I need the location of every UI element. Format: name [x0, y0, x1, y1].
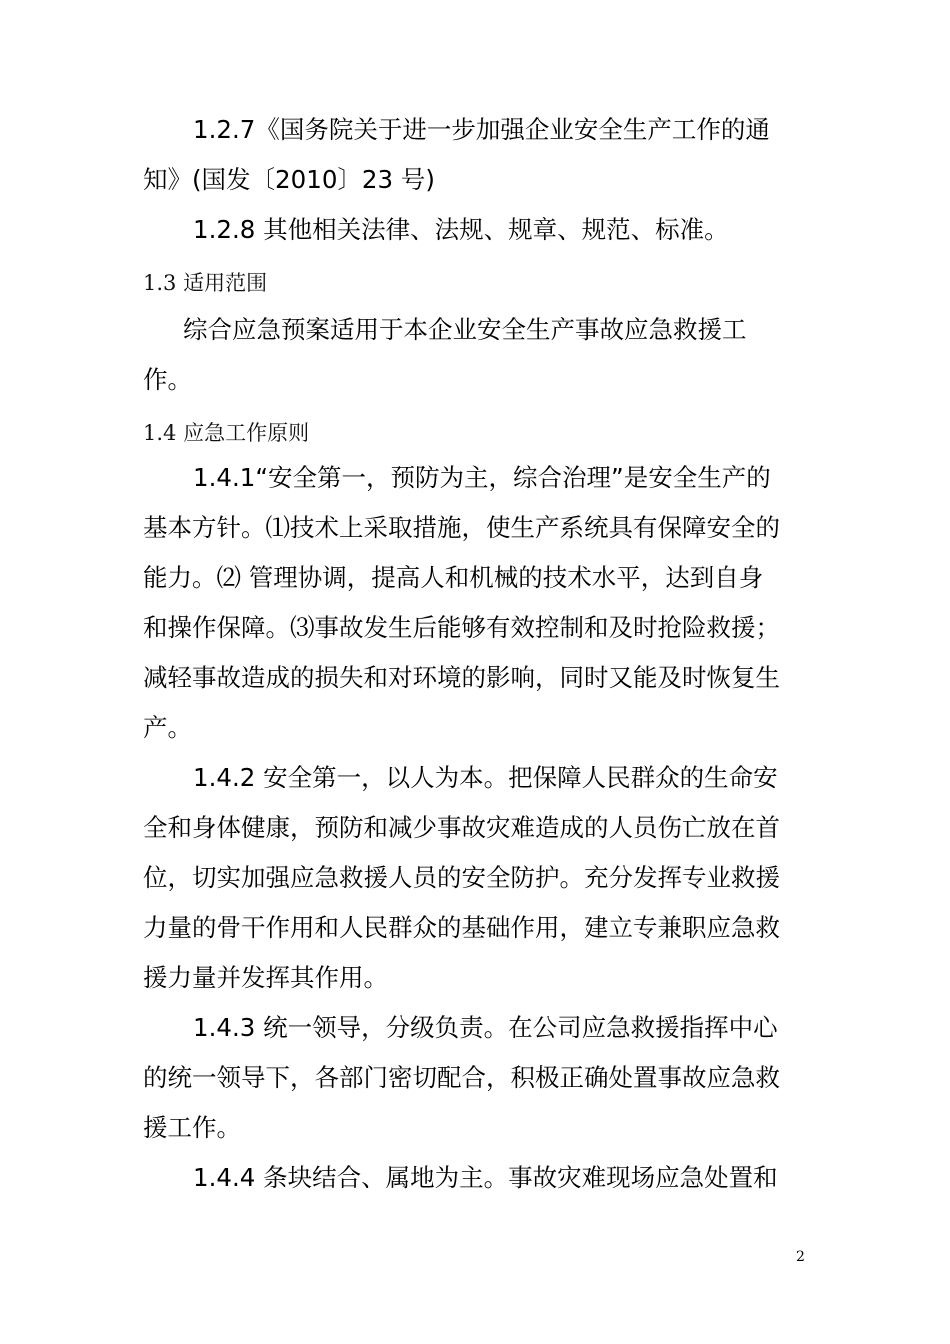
- item-1-4-2-line-5: 援力量并发挥其作用。: [143, 963, 388, 992]
- item-1-4-2-line-1: 1.4.2 安全第一，以人为本。把保障人民群众的生命安: [193, 763, 778, 792]
- item-1-4-1-line-5: 减轻事故造成的损失和对环境的影响，同时又能及时恢复生: [143, 663, 780, 692]
- item-1-4-3-line-1: 1.4.3 统一领导，分级负责。在公司应急救援指挥中心: [193, 1013, 778, 1042]
- item-1-4-1-line-1: 1.4.1“安全第一，预防为主，综合治理”是安全生产的: [193, 463, 771, 492]
- item-1-4-1-line-3: 能力。⑵ 管理协调，提高人和机械的技术水平，达到自身: [143, 563, 764, 592]
- item-1-4-2-line-4: 力量的骨干作用和人民群众的基础作用，建立专兼职应急救: [143, 913, 780, 942]
- item-1-2-8: 1.2.8 其他相关法律、法规、规章、规范、标准。: [193, 215, 729, 244]
- item-1-4-2-line-2: 全和身体健康，预防和减少事故灾难造成的人员伤亡放在首: [143, 813, 780, 842]
- item-1-4-1-line-6: 产。: [143, 713, 192, 742]
- item-1-2-7-line-1: 1.2.7《国务院关于进一步加强企业安全生产工作的通: [193, 115, 770, 144]
- scope-paragraph-line-2: 作。: [143, 365, 192, 394]
- item-1-2-7-line-2: 知》(国发〔2010〕23 号): [143, 165, 435, 194]
- page-number: 2: [796, 1249, 805, 1265]
- section-heading-1-4: 1.4 应急工作原则: [143, 421, 310, 445]
- scope-paragraph-line-1: 综合应急预案适用于本企业安全生产事故应急救援工: [183, 315, 747, 344]
- item-1-4-1-line-2: 基本方针。⑴技术上采取措施，使生产系统具有保障安全的: [143, 513, 780, 542]
- item-1-4-1-line-4: 和操作保障。⑶事故发生后能够有效控制和及时抢险救援；: [143, 613, 780, 642]
- item-1-4-3-line-3: 援工作。: [143, 1113, 241, 1142]
- section-heading-1-3: 1.3 适用范围: [143, 271, 268, 295]
- item-1-4-3-line-2: 的统一领导下，各部门密切配合，积极正确处置事故应急救: [143, 1063, 780, 1092]
- item-1-4-4-line-1: 1.4.4 条块结合、属地为主。事故灾难现场应急处置和: [193, 1163, 778, 1192]
- item-1-4-2-line-3: 位，切实加强应急救援人员的安全防护。充分发挥专业救援: [143, 863, 780, 892]
